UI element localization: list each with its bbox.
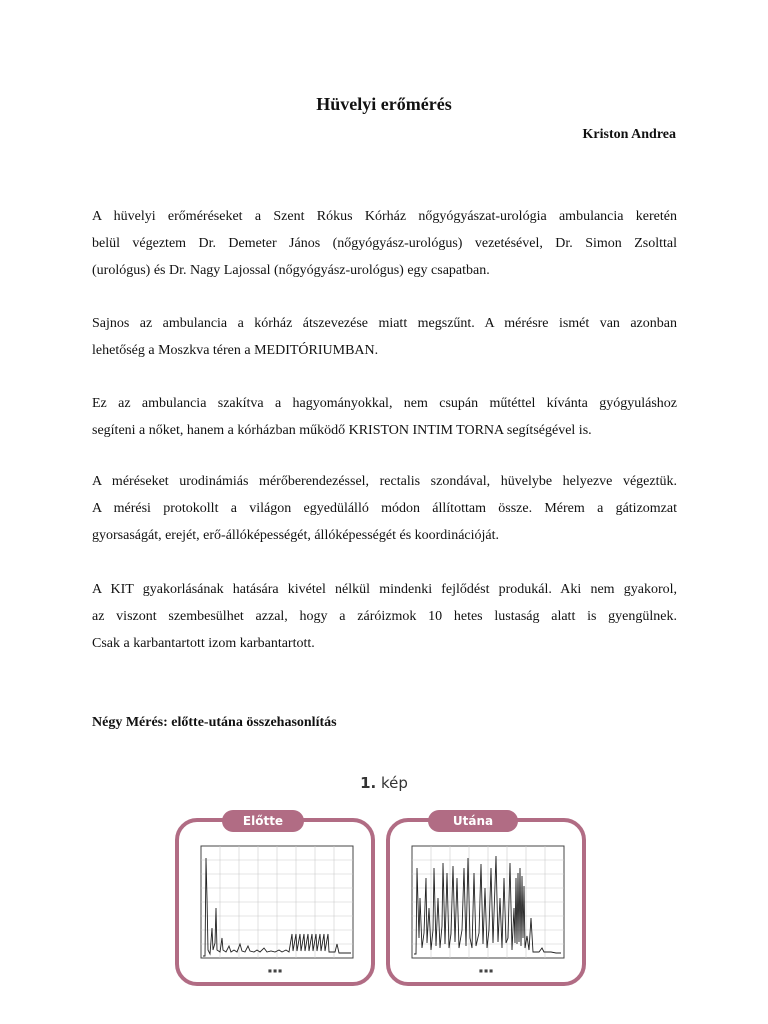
paragraph-line: Sajnos az ambulancia a kórház átszevezése miatt megszűnt. A mérésre ismét van azonban: [92, 316, 677, 331]
paragraph-line: (urológus) és Dr. Nagy Lajossal (nőgyógyász-urológus) egy csapatban.: [92, 263, 490, 278]
svg-text:■ ■ ■: ■ ■ ■: [268, 968, 282, 973]
paragraph-line: A KIT gyakorlásának hatására kivétel nélkül mindenki fejlődést produkál. Aki nem gyakorol,: [92, 582, 677, 597]
author-name: Kriston Andrea: [582, 127, 676, 142]
figure-number: 1.: [360, 774, 377, 792]
figure-title: [0, 774, 768, 792]
paragraph-5: [92, 576, 677, 657]
paragraph-line: A mérési protokollt a világon egyedülálló módon állítottam össze. Mérem a gátizomzat: [92, 501, 677, 516]
before-label: Előtte: [222, 810, 304, 832]
paragraph-1: [92, 203, 677, 284]
figure-caption: kép: [381, 774, 408, 792]
paragraph-line: segíteni a nőket, hanem a kórházban működő KRISTON INTIM TORNA segítségével is.: [92, 423, 592, 438]
paragraph-line: Ez az ambulancia szakítva a hagyományokkal, nem csupán műtéttel kívánta gyógyuláshoz: [92, 396, 677, 411]
before-pressure-graph: [185, 838, 365, 978]
paragraph-line: az viszont szembesülhet azzal, hogy a záróizmok 10 hetes lustaság alatt is gyengülnek.: [92, 609, 677, 624]
paragraph-line: Csak a karbantartott izom karbantartott.: [92, 636, 315, 651]
paragraph-2: [92, 310, 677, 364]
section-heading: Négy Mérés: előtte-utána összehasonlítás: [92, 715, 337, 730]
paragraph-line: belül végeztem Dr. Demeter János (nőgyógyász-urológus) vezetésével, Dr. Simon Zsolttal: [92, 236, 677, 251]
paragraph-line: gyorsaságát, erejét, erő-állóképességét, állóképességét és koordinációját.: [92, 528, 500, 543]
before-panel: [175, 818, 375, 986]
after-panel: [386, 818, 586, 986]
paragraph-3: [92, 390, 677, 444]
paragraph-4: [92, 468, 677, 549]
paragraph-line: A méréseket urodinámiás mérőberendezéssel, rectalis szondával, hüvelybe helyezve végeztük.: [92, 474, 677, 489]
paragraph-line: A hüvelyi erőméréseket a Szent Rókus Kórház nőgyógyászat-urológia ambulancia keretén: [92, 209, 677, 224]
after-pressure-graph: [396, 838, 576, 978]
document-title: Hüvelyi erőmérés: [316, 94, 452, 114]
svg-text:■ ■ ■: ■ ■ ■: [479, 968, 493, 973]
paragraph-line: lehetőség a Moszkva téren a MEDITÓRIUMBAN.: [92, 343, 379, 358]
after-label: Utána: [428, 810, 518, 832]
